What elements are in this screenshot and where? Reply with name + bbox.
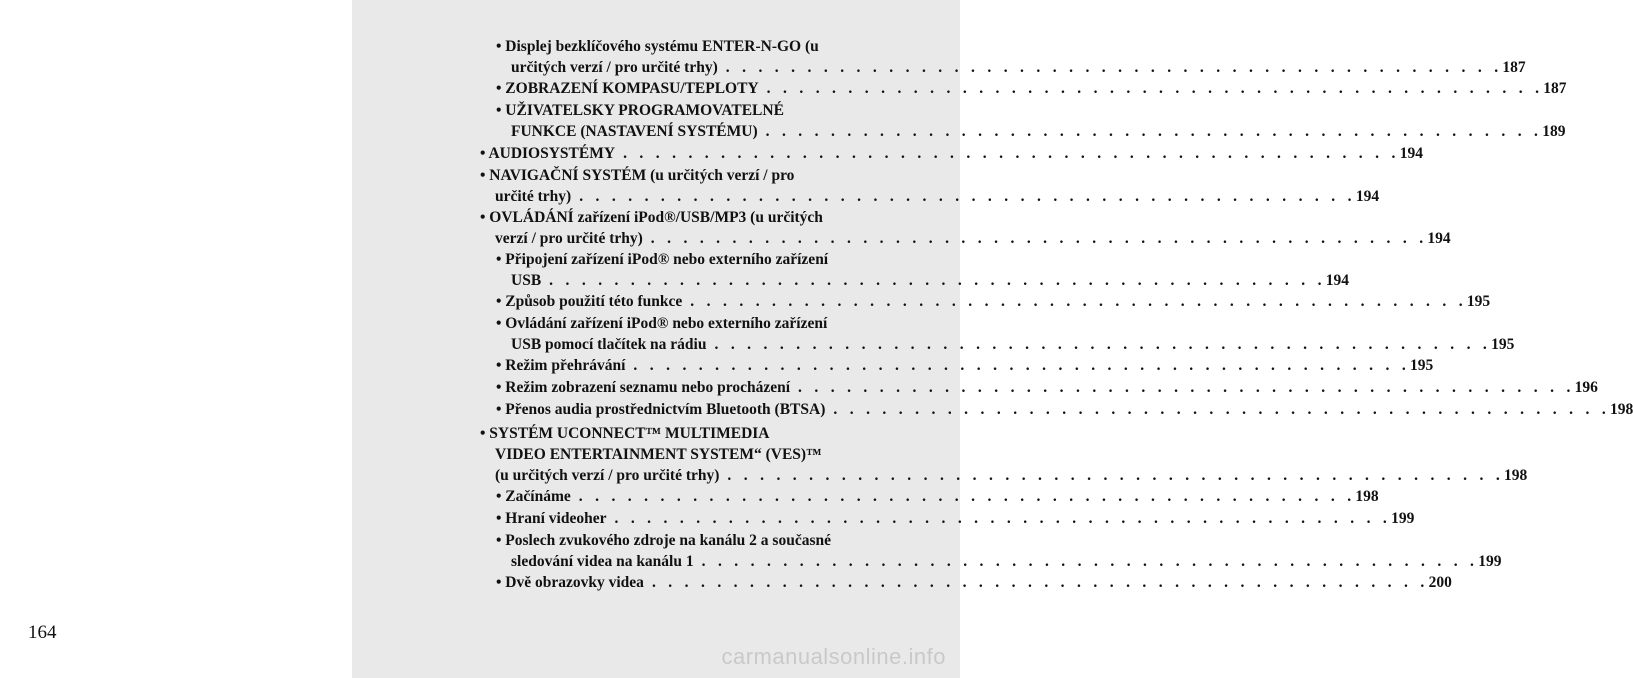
toc-dot-leader: . . . . . . . . . . . . . . . . . . . . . . . . . . . . . . . . . . . . . . . . . . . . . . . . [765,123,1543,140]
toc-page-number: 198 [1504,467,1528,484]
toc-page-number: 195 [1410,357,1434,374]
toc-entry-text: určité trhy) [495,188,572,205]
toc-entry[interactable] [480,143,1423,164]
toc-entry-text: USB [511,272,542,289]
toc-dot-leader: . . . . . . . . . . . . . . . . . . . . . . . . . . . . . . . . . . . . . . . . . . . . . . . . [578,488,1356,505]
toc-dot-leader: . . . . . . . . . . . . . . . . . . . . . . . . . . . . . . . . . . . . . . . . . . . . . . . . [549,272,1326,289]
toc-entry[interactable] [496,313,1515,355]
toc-dot-leader: . . . . . . . . . . . . . . . . . . . . . . . . . . . . . . . . . . . . . . . . . . . . . . . . [614,510,1392,527]
toc-entry-text: • NAVIGAČNÍ SYSTÉM (u určitých verzí / pro [480,167,795,184]
toc-page-number: 199 [1478,553,1502,570]
toc-entry[interactable] [496,572,1452,593]
toc-dot-leader: . . . . . . . . . . . . . . . . . . . . . . . . . . . . . . . . . . . . . . . . . . . . . . . . [633,357,1411,374]
toc-dot-leader: . . . . . . . . . . . . . . . . . . . . . . . . . . . . . . . . . . . . . . . . . . . . . . . . [727,467,1505,484]
toc-entry-text: FUNKCE (NASTAVENÍ SYSTÉMU) [511,123,758,140]
toc-dot-leader: . . . . . . . . . . . . . . . . . . . . . . . . . . . . . . . . . . . . . . . . . . . . . . . . [766,80,1544,97]
toc-dot-leader: . . . . . . . . . . . . . . . . . . . . . . . . . . . . . . . . . . . . . . . . . . . . . . . . [833,401,1610,418]
toc-dot-leader: . . . . . . . . . . . . . . . . . . . . . . . . . . . . . . . . . . . . . . . . . . . . . . . . [725,59,1503,76]
toc-page-number: 195 [1491,336,1515,353]
page-number: 164 [28,622,57,643]
toc-page-number: 199 [1391,510,1415,527]
toc-entry-text: verzí / pro určité trhy) [495,230,643,247]
toc-dot-leader: . . . . . . . . . . . . . . . . . . . . . . . . . . . . . . . . . . . . . . . . . . . . . . . . [701,553,1479,570]
toc-page-number: 189 [1542,123,1566,140]
toc-dot-leader: . . . . . . . . . . . . . . . . . . . . . . . . . . . . . . . . . . . . . . . . . . . . . . . . [798,379,1575,396]
toc-page-number: 200 [1428,574,1452,591]
toc-page-number: 194 [1427,230,1451,247]
toc-entry[interactable] [496,78,1567,99]
toc-entry[interactable] [496,486,1379,507]
toc-dot-leader: . . . . . . . . . . . . . . . . . . . . . . . . . . . . . . . . . . . . . . . . . . . . . . . . [651,574,1429,591]
toc-entry-text: • Připojení zařízení iPod® nebo externího zařízení [496,251,829,268]
toc-page-number: 198 [1355,488,1379,505]
toc-entry[interactable] [496,399,1633,420]
toc-entry-text: • Přenos audia prostřednictvím Bluetooth (BTSA) [496,401,826,418]
toc-entry-text: sledování videa na kanálu 1 [511,553,694,570]
toc-entry-text: • OVLÁDÁNÍ zařízení iPod®/USB/MP3 (u určitých [480,209,823,226]
toc-entry-text: • Režim zobrazení seznamu nebo procházení [496,379,791,396]
toc-entry-text: • Způsob použití této funkce [496,293,683,310]
toc-page-number: 196 [1574,379,1598,396]
toc-entry[interactable] [496,36,1526,78]
toc-entry[interactable] [480,423,1528,486]
toc-entry-text: • Poslech zvukového zdroje na kanálu 2 a současné [496,532,831,549]
toc-entry-text: • Začínáme [496,488,571,505]
toc-entry[interactable] [496,249,1350,291]
toc-entry-text: USB pomocí tlačítek na rádiu [511,336,707,353]
toc-entry-text: • SYSTÉM UCONNECT™ MULTIMEDIA [480,425,770,442]
toc-entry[interactable] [496,291,1491,312]
toc-entry-text: • Hraní videoher [496,510,607,527]
toc-entry-text: • UŽIVATELSKY PROGRAMOVATELNÉ [496,102,784,119]
toc-entry-text: určitých verzí / pro určité trhy) [511,59,718,76]
toc-page-number: 194 [1325,272,1350,289]
toc-entry-text: • AUDIOSYSTÉMY [480,145,616,162]
toc-entry[interactable] [480,165,1380,207]
toc-entry[interactable] [496,530,1502,572]
watermark: carmanualsonline.info [721,644,946,669]
toc-dot-leader: . . . . . . . . . . . . . . . . . . . . . . . . . . . . . . . . . . . . . . . . . . . . . . . . [650,230,1428,247]
toc-entry[interactable] [496,377,1598,398]
toc-entry-text: VIDEO ENTERTAINMENT SYSTEM“ (VES)™ [495,446,822,463]
toc-entry[interactable] [496,100,1566,142]
toc-entry[interactable] [496,508,1415,529]
toc-entry-text: • Dvě obrazovky videa [496,574,644,591]
toc-dot-leader: . . . . . . . . . . . . . . . . . . . . . . . . . . . . . . . . . . . . . . . . . . . . . . . . [579,188,1356,205]
toc-entry-text: • Displej bezklíčového systému ENTER-N-GO (u [496,38,819,55]
toc-entry-text: • Ovládání zařízení iPod® nebo externího zařízení [496,315,828,332]
toc-entry[interactable] [496,355,1434,376]
toc-page-number: 194 [1355,188,1380,205]
toc-page-number: 187 [1502,59,1526,76]
toc-dot-leader: . . . . . . . . . . . . . . . . . . . . . . . . . . . . . . . . . . . . . . . . . . . . . . . . [714,336,1492,353]
toc-dot-leader: . . . . . . . . . . . . . . . . . . . . . . . . . . . . . . . . . . . . . . . . . . . . . . . . [690,293,1467,310]
toc-dot-leader: . . . . . . . . . . . . . . . . . . . . . . . . . . . . . . . . . . . . . . . . . . . . . . . . [623,145,1400,162]
toc-entry-text: • Režim přehrávání [496,357,626,374]
toc-page-number: 195 [1466,293,1491,310]
toc-entry-text: • ZOBRAZENÍ KOMPASU/TEPLOTY [496,80,759,97]
toc-page-number: 194 [1399,145,1423,162]
toc-entry-text: (u určitých verzí / pro určité trhy) [495,467,720,484]
toc-entry[interactable] [480,207,1451,249]
toc-page-number: 187 [1543,80,1567,97]
toc-page-number: 198 [1610,401,1633,418]
